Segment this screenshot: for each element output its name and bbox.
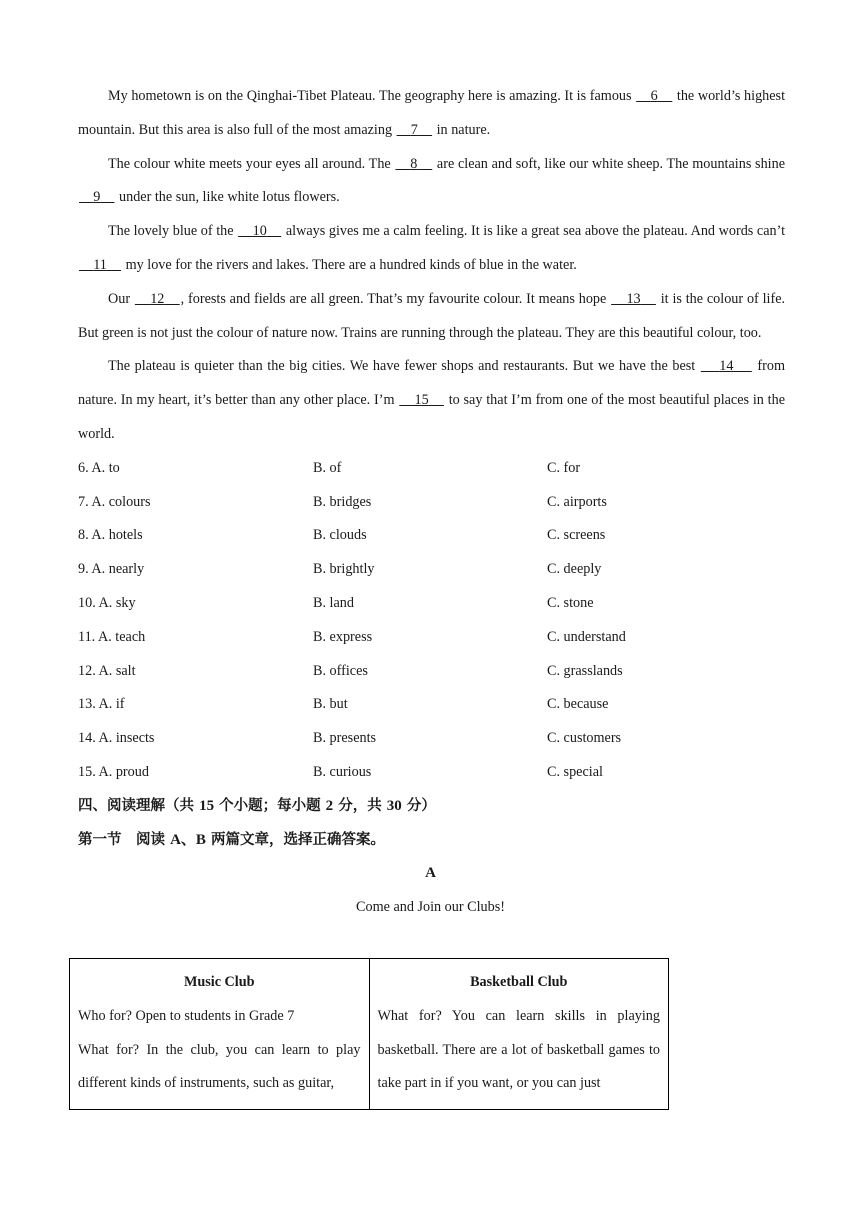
option-row (78, 587, 785, 621)
option-row (78, 486, 785, 520)
passage-text: The lovely blue of the (108, 223, 238, 240)
passage-text: The plateau is quieter than the big cities. We have fewer shops and restaurants. But we have the best (108, 358, 700, 375)
passage-text: , forests and fields are all green. That’s my favourite colour. It means hope (180, 290, 611, 307)
passage-paragraph (78, 215, 785, 283)
heading-number: 30 (386, 797, 402, 814)
passage-text: always gives me a calm feeling. It is like a great sea above the plateau. And words can’t (282, 223, 786, 240)
blank-number: 9 (93, 189, 101, 206)
cloze-blank (635, 88, 673, 104)
passage-text: my love for the rivers and lakes. There are a hundred kinds of blue in the water. (122, 256, 577, 273)
club-name: Music Club (183, 974, 255, 990)
option-b: B. land (313, 594, 354, 611)
option-a: 12. A. salt (78, 662, 136, 679)
club-cell-music (70, 959, 370, 1110)
cloze-blank (78, 257, 122, 273)
blank-number: 8 (410, 155, 418, 172)
passage-text: to say that I’m from one of the most beautiful places in the world. (78, 392, 786, 442)
clubs-table (69, 958, 669, 1110)
passage-label: A (425, 865, 436, 882)
section-heading-text: 四、阅读理解（共 (78, 797, 200, 814)
option-b: B. of (313, 459, 342, 476)
option-a: 10. A. sky (78, 594, 136, 611)
option-b: B. presents (313, 730, 377, 747)
option-c: C. for (547, 459, 581, 476)
passage-text: from nature. In my heart, it’s better than any other place. I’m (78, 358, 786, 409)
option-c: C. deeply (547, 561, 602, 578)
cloze-blank (134, 291, 181, 307)
option-c: C. grasslands (547, 662, 623, 679)
option-b: B. bridges (313, 493, 372, 510)
blank-number: 12 (150, 290, 165, 307)
option-b: B. curious (313, 763, 372, 780)
option-a: 13. A. if (78, 696, 125, 713)
passage-text: My hometown is on the Qinghai-Tibet Plateau. The geography here is amazing. It is famous (108, 88, 636, 104)
option-b: B. express (313, 628, 373, 645)
cloze-blank (78, 189, 115, 205)
club-line: What for? In the club, you can learn to play different kinds of instruments, such as guitar, (78, 1041, 361, 1092)
cloze-blank (237, 223, 282, 239)
option-a: 14. A. insects (78, 730, 155, 747)
section-heading-text: 个小题；每小题 (214, 797, 326, 814)
option-row (78, 756, 785, 790)
document-page (78, 80, 785, 925)
blank-number: 7 (410, 121, 418, 138)
passage-text: in nature. (433, 121, 491, 138)
option-b: B. offices (313, 662, 368, 679)
option-b: B. clouds (313, 527, 367, 544)
option-row (78, 688, 785, 722)
subsection-heading (78, 824, 785, 858)
passage-text: The colour white meets your eyes all around. The (108, 155, 395, 172)
section-heading-text: 分） (401, 797, 436, 814)
heading-number: 15 (199, 797, 215, 814)
passage-text: the world’s highest mountain. But this area is also full of the most amazing (78, 88, 786, 138)
option-a: 11. A. teach (78, 628, 146, 645)
option-row (78, 621, 785, 655)
option-row (78, 722, 785, 756)
passage-paragraph (78, 283, 785, 351)
section-heading (78, 790, 785, 824)
passage-paragraph (78, 80, 785, 148)
option-c: C. screens (547, 527, 606, 544)
option-a: 15. A. proud (78, 763, 149, 780)
cloze-passage (78, 80, 785, 452)
option-c: C. because (547, 696, 609, 713)
blank-number: 15 (414, 392, 429, 409)
blank-number: 13 (626, 290, 641, 307)
cloze-blank (394, 156, 433, 172)
subsection-heading-letters: A、B (170, 831, 206, 848)
passage-text: Our (108, 290, 134, 307)
section-heading-text: 分，共 (333, 797, 387, 814)
option-c: C. special (547, 763, 603, 780)
option-row (78, 553, 785, 587)
subsection-heading-text: 第一节 阅读 (78, 831, 171, 848)
blank-number: 14 (719, 358, 734, 375)
club-line: What for? You can learn skills in playing basketball. There are a lot of basketball games to take part in if you want, or you can just (377, 1007, 660, 1092)
cloze-blank (700, 358, 753, 374)
answer-options (78, 452, 785, 790)
passage-title: Come and Join our Clubs! (356, 899, 505, 916)
option-row (78, 452, 785, 486)
passage-text: are clean and soft, like our white sheep. The mountains shine (433, 155, 785, 172)
club-name: Basketball Club (470, 974, 568, 990)
option-row (78, 655, 785, 689)
option-b: B. but (313, 696, 348, 713)
heading-number: 2 (325, 797, 334, 814)
passage-paragraph (78, 350, 785, 451)
blank-number: 11 (93, 256, 107, 273)
option-a: 8. A. hotels (78, 527, 143, 544)
option-b: B. brightly (313, 561, 375, 578)
blank-number: 10 (252, 223, 267, 240)
cloze-blank (610, 291, 657, 307)
passage-paragraph (78, 148, 785, 216)
cloze-blank (398, 392, 445, 408)
option-c: C. airports (547, 493, 607, 510)
option-a: 9. A. nearly (78, 561, 145, 578)
blank-number: 6 (650, 88, 658, 104)
option-a: 7. A. colours (78, 493, 151, 510)
subsection-heading-text: 两篇文章，选择正确答案。 (205, 831, 385, 848)
option-c: C. customers (547, 730, 622, 747)
club-cell-basketball (369, 959, 669, 1110)
passage-text: it is the colour of life. But green is not just the colour of nature now. Trains are running through the plateau. They are this beautiful colour, too. (78, 290, 786, 341)
option-a: 6. A. to (78, 459, 120, 476)
cloze-blank (396, 122, 433, 138)
option-c: C. stone (547, 594, 594, 611)
option-row (78, 519, 785, 553)
option-c: C. understand (547, 628, 626, 645)
club-line: Who for? Open to students in Grade 7 (78, 1007, 295, 1024)
passage-text: under the sun, like white lotus flowers. (115, 189, 340, 206)
